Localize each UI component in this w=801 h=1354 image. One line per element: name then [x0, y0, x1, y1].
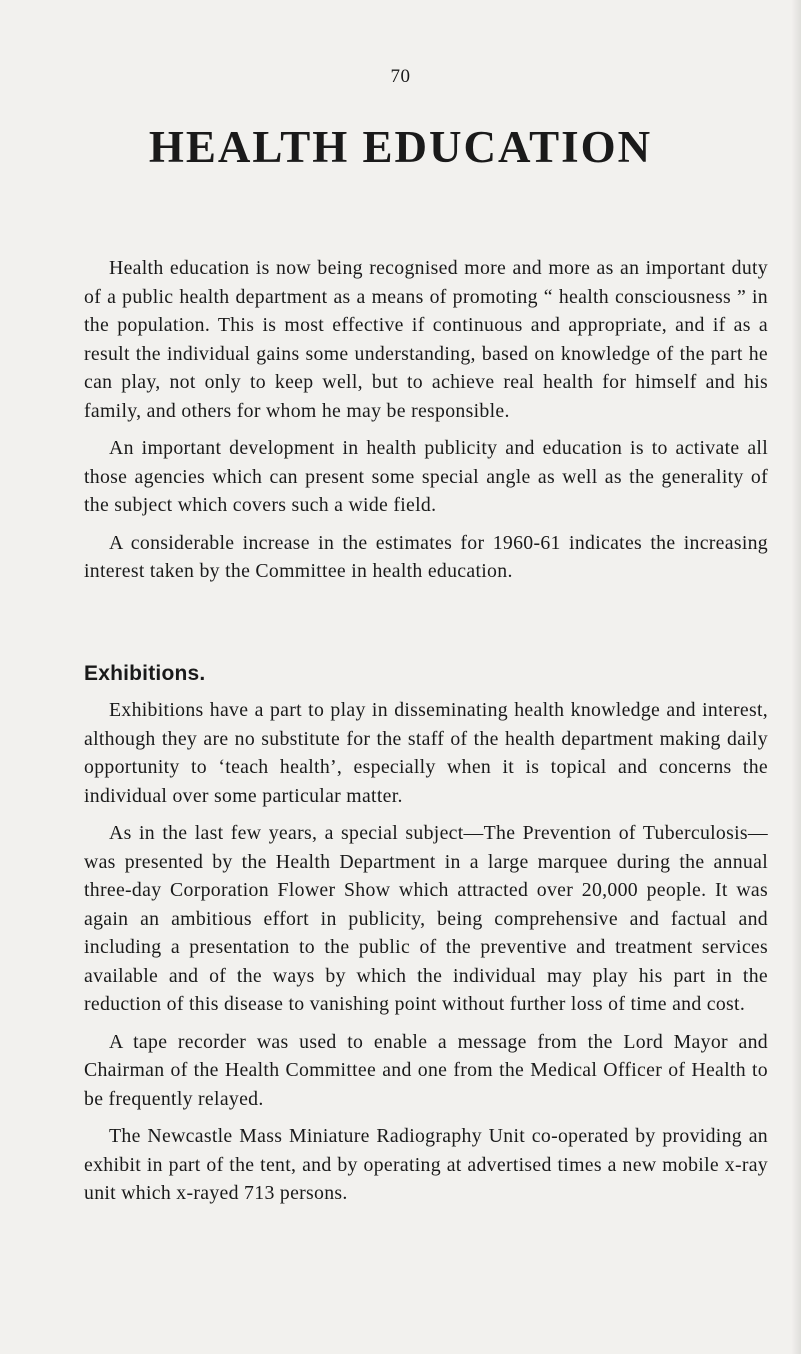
page-title: HEALTH EDUCATION — [148, 122, 653, 172]
exhibitions-paragraph-2: As in the last few years, a special subject—The Prevention of Tuberculosis—was presented by the Health Department in a large marquee during the annual three-day Corporation Flower Show which attracted over 20,000 people. It was again an ambitious effort in publicity, being comprehensive and factual and including a presentation to the public of the preventive and treatment services available and of the ways by which the individual may play his part in the reduction of this disease to vanishing point without further loss of time and cost. — [84, 822, 768, 1015]
intro-section — [84, 254, 768, 595]
exhibitions-heading: Exhibitions. — [84, 662, 206, 685]
exhibitions-paragraph-3: A tape recorder was used to enable a message from the Lord Mayor and Chairman of the Health Committee and one from the Medical Officer of Health to be frequently relayed. — [84, 1030, 768, 1110]
page-number: 70 — [390, 66, 411, 87]
exhibitions-paragraph-1: Exhibitions have a part to play in disseminating health knowledge and interest, although they are no substitute for the staff of the health department making daily opportunity to ‘teach health’, especially when it is topical and concerns the individual over some particular matter. — [84, 699, 768, 807]
exhibitions-section — [84, 662, 768, 1217]
intro-paragraph-1: Health education is now being recognised more and more as an important duty of a public health department as a means of promoting “ health consciousness ” in the population. This is most effective if continuous and appropriate, and if as a result the individual gains some understanding, based on knowledge of the part he can play, not only to keep well, but to achieve real health for himself and his family, and others for whom he may be responsible. — [84, 257, 768, 422]
exhibitions-paragraph-4: The Newcastle Mass Miniature Radiography Unit co-operated by providing an exhibit in part of the tent, and by operating at advertised times a new mobile x-ray unit which x-rayed 713 persons. — [84, 1125, 768, 1204]
page-edge-shadow — [791, 0, 801, 1354]
intro-paragraph-2: An important development in health publicity and education is to activate all those agencies which can present some special angle as well as the generality of the subject which covers such a wide field. — [84, 437, 768, 516]
intro-paragraph-3: A considerable increase in the estimates for 1960-61 indicates the increasing interest taken by the Committee in health education. — [84, 531, 768, 582]
